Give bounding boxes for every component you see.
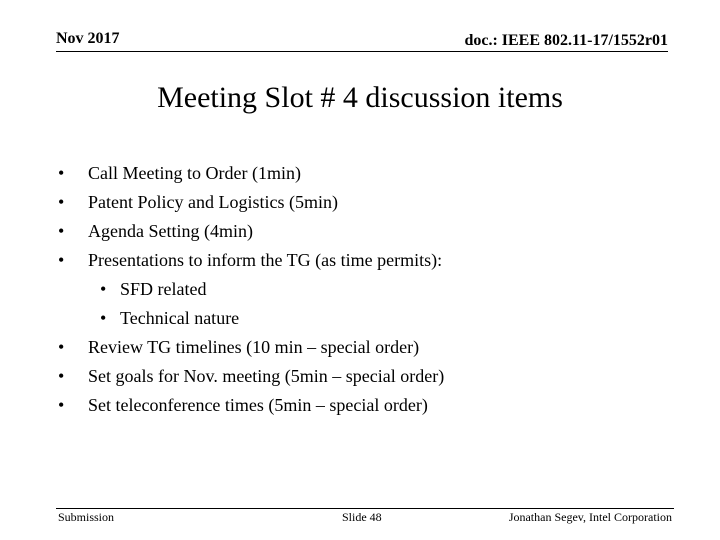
slide-number: Slide 48: [342, 510, 382, 524]
agenda-item-text: Presentations to inform the TG (as time permits):: [88, 250, 443, 270]
agenda-item-text: Set teleconference times (5min – special order): [88, 395, 428, 415]
bullet-icon: •: [100, 308, 107, 328]
bullet-icon: •: [58, 395, 65, 415]
bullet-icon: •: [58, 163, 65, 183]
header-divider: [56, 51, 668, 52]
bullet-icon: •: [58, 250, 65, 270]
agenda-item-text: Set goals for Nov. meeting (5min – special order): [88, 366, 445, 386]
agenda-item-text: Call Meeting to Order (1min): [88, 163, 301, 183]
agenda-item-text: Review TG timelines (10 min – special order): [88, 337, 420, 357]
agenda-subitem-text: Technical nature: [120, 308, 240, 328]
bullet-icon: •: [58, 337, 65, 357]
footer-submission: Submission: [58, 510, 115, 524]
bullet-icon: •: [100, 279, 107, 299]
footer-divider: [56, 508, 674, 509]
bullet-icon: •: [58, 192, 65, 212]
slide-title: Meeting Slot # 4 discussion items: [157, 81, 563, 114]
agenda-item-text: Agenda Setting (4min): [88, 221, 253, 241]
bullet-icon: •: [58, 221, 65, 241]
agenda-subitem-text: SFD related: [120, 279, 207, 299]
footer-author: Jonathan Segev, Intel Corporation: [508, 510, 672, 524]
bullet-icon: •: [58, 366, 65, 386]
agenda-item-text: Patent Policy and Logistics (5min): [88, 192, 338, 212]
document-id: doc.: IEEE 802.11-17/1552r01: [464, 32, 668, 49]
header-date: Nov 2017: [56, 30, 120, 47]
